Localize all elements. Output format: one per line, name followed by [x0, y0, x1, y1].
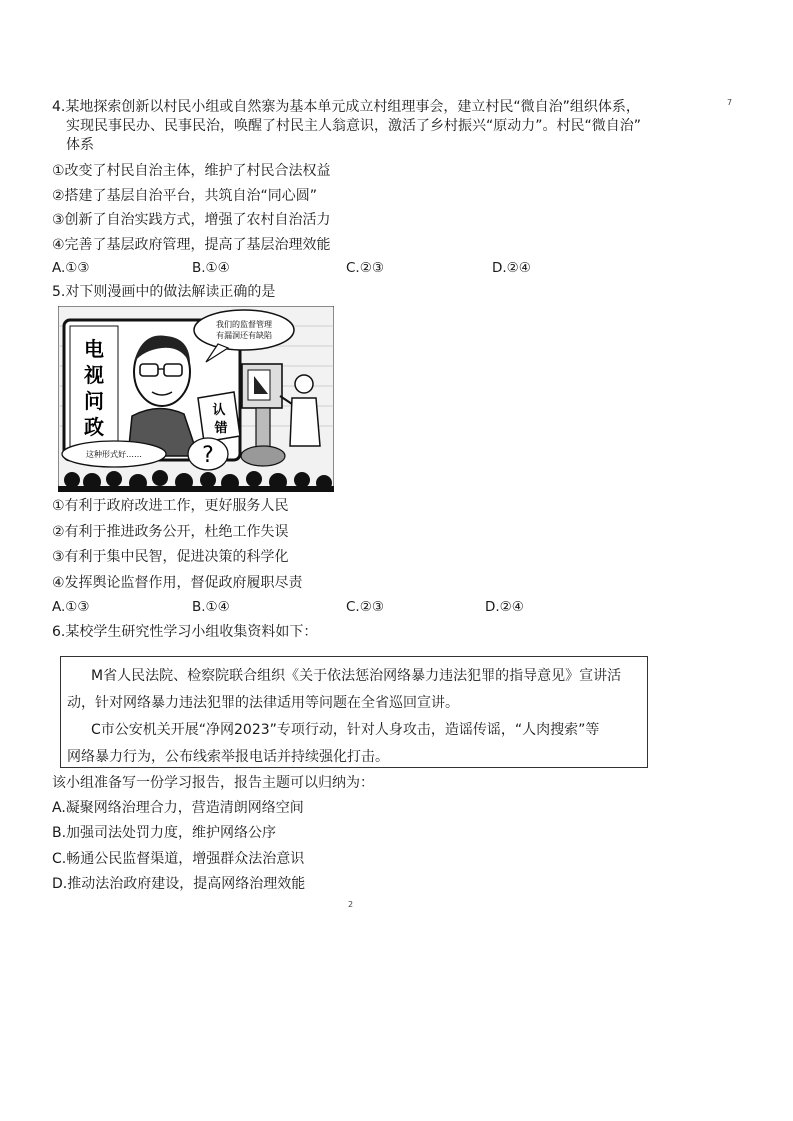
- q5-item-1: ①有利于政府改进工作，更好服务人民: [52, 498, 289, 514]
- speech-line-1: 我们的监督管理: [216, 320, 272, 329]
- q4-stem-line3: 体系: [66, 137, 94, 153]
- material-p2-line1: C市公安机关开展“净网2023”专项行动，针对人身攻击，造谣传谣，“人肉搜索”等: [91, 722, 600, 738]
- q6-question: 该小组准备写一份学习报告，报告主题可以归纳为：: [52, 775, 374, 791]
- q5-item-2: ②有利于推进政务公开，杜绝工作失误: [52, 524, 289, 540]
- q5-stem: 5.对下则漫画中的做法解读正确的是: [52, 284, 276, 300]
- q4-item-3: ③创新了自治实践方式，增强了农村自治活力: [52, 212, 331, 228]
- q6-option-b: B.加强司法处罚力度，维护网络公序: [52, 825, 277, 841]
- page-number: 2: [348, 900, 354, 909]
- q4-option-d: D.②④: [492, 260, 531, 276]
- q6-option-d: D.推动法治政府建设，提高网络治理效能: [52, 876, 306, 892]
- material-p2-line2: 网络暴力行为，公布线索举报电话并持续强化打击。: [67, 749, 389, 765]
- speech-bubble: [194, 310, 294, 350]
- q6-stem: 6.某校学生研究性学习小组收集资料如下：: [52, 624, 318, 640]
- q5-item-3: ③有利于集中民智，促进决策的科学化: [52, 549, 289, 565]
- q4-item-4: ④完善了基层政府管理，提高了基层治理效能: [52, 237, 331, 253]
- q5-item-4: ④发挥舆论监督作用，督促政府履职尽责: [52, 575, 303, 591]
- question-mark: ?: [202, 443, 214, 468]
- q4-stem-line2: 实现民事民办、民事民治，唤醒了村民主人翁意识，激活了乡村振兴“原动力”。村民“微自治”: [66, 118, 642, 134]
- speech-line-2: 有漏洞还有缺陷: [216, 331, 272, 340]
- q5-option-c: C.②③: [346, 599, 384, 615]
- audience-speech-text: 这种形式好……: [86, 450, 142, 459]
- material-box: [60, 656, 648, 768]
- sign-char-3: 问: [84, 389, 104, 413]
- q5-option-d: D.②④: [485, 599, 524, 615]
- q5-option-b: B.①④: [192, 599, 230, 615]
- q4-item-1: ①改变了村民自治主体，维护了村民合法权益: [52, 163, 331, 179]
- sign-char-4: 政: [84, 415, 104, 439]
- political-cartoon: [58, 306, 334, 492]
- paper-char-2: 错: [214, 421, 228, 436]
- q4-item-2: ②搭建了基层自治平台，共筑自治“同心圆”: [52, 188, 318, 204]
- q6-option-c: C.畅通公民监督渠道，增强群众法治意识: [52, 851, 305, 867]
- corner-mark: 7: [727, 98, 733, 107]
- paper-char-1: 认: [212, 403, 226, 418]
- sign-char-2: 视: [84, 363, 104, 387]
- q4-stem-line1: 4.某地探索创新以村民小组或自然寨为基本单元成立村组理事会，建立村民“微自治”组织体系，: [52, 99, 640, 115]
- q6-option-a: A.凝聚网络治理合力，营造清朗网络空间: [52, 800, 304, 816]
- q4-option-a: A.①③: [52, 260, 90, 276]
- material-p1-line2: 动，针对网络暴力违法犯罪的法律适用等问题在全省巡回宣讲。: [67, 695, 459, 711]
- q4-option-b: B.①④: [192, 260, 230, 276]
- q4-option-c: C.②③: [346, 260, 384, 276]
- sign-char-1: 电: [84, 337, 104, 361]
- material-p1-line1: M省人民法院、检察院联合组织《关于依法惩治网络暴力违法犯罪的指导意见》宣讲活: [91, 668, 622, 684]
- q5-option-a: A.①③: [52, 599, 90, 615]
